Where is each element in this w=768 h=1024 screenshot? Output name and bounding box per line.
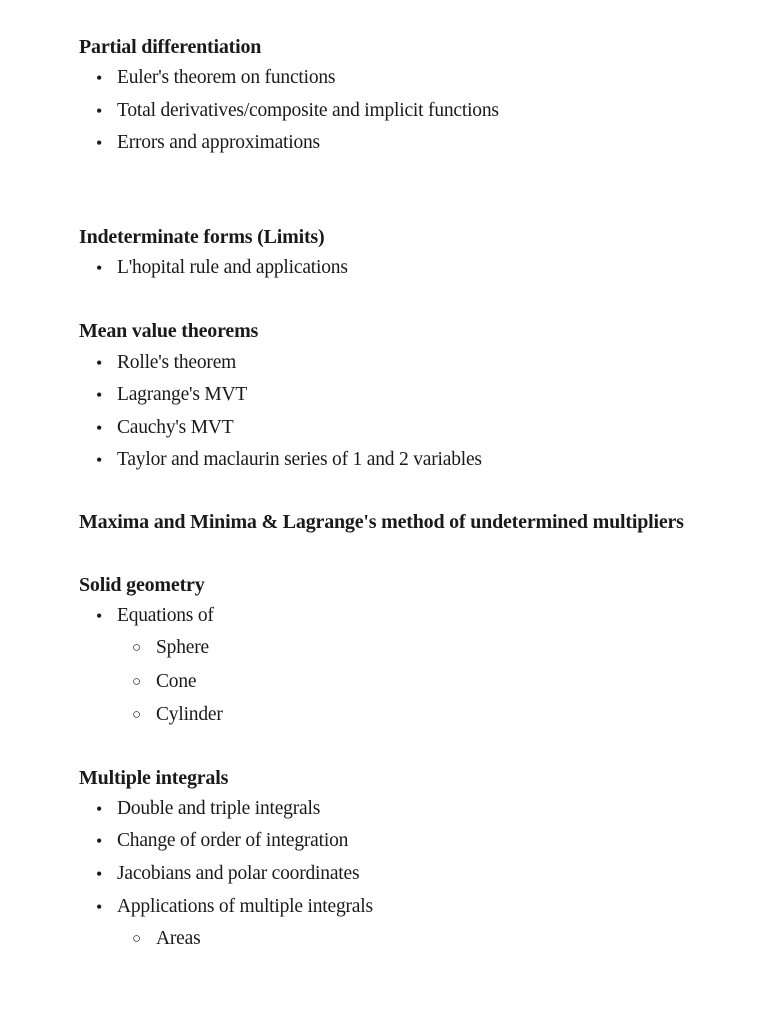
- list-item: Jacobians and polar coordinates: [117, 863, 360, 884]
- sub-list-item: Areas: [156, 928, 201, 949]
- section-heading-mean-value-theorems: Mean value theorems: [79, 320, 259, 342]
- bullet-icon: •: [96, 68, 103, 88]
- bullet-icon: •: [96, 831, 103, 851]
- section-heading-indeterminate-forms: Indeterminate forms (Limits): [79, 226, 325, 248]
- section-heading-maxima-minima: Maxima and Minima & Lagrange's method of undetermined multipliers: [79, 511, 684, 533]
- list-item: Applications of multiple integrals: [117, 896, 373, 917]
- sub-list-item: Cylinder: [156, 704, 223, 725]
- list-item: L'hopital rule and applications: [117, 257, 348, 278]
- bullet-icon: •: [96, 897, 103, 917]
- bullet-icon: •: [96, 606, 103, 626]
- list-item: Taylor and maclaurin series of 1 and 2 variables: [117, 449, 482, 470]
- sub-list-item: Cone: [156, 671, 197, 692]
- list-item: Rolle's theorem: [117, 352, 237, 373]
- list-item: Double and triple integrals: [117, 798, 321, 819]
- sub-bullet-icon: ○: [132, 674, 142, 690]
- section-heading-partial-differentiation: Partial differentiation: [79, 36, 262, 58]
- list-item: Cauchy's MVT: [117, 417, 234, 438]
- bullet-icon: •: [96, 258, 103, 278]
- list-item: Equations of: [117, 605, 214, 626]
- sub-bullet-icon: ○: [132, 707, 142, 723]
- list-item: Change of order of integration: [117, 830, 349, 851]
- bullet-icon: •: [96, 418, 103, 438]
- list-item: Errors and approximations: [117, 132, 320, 153]
- sub-bullet-icon: ○: [132, 931, 142, 947]
- list-item: Total derivatives/composite and implicit functions: [117, 100, 499, 121]
- bullet-icon: •: [96, 353, 103, 373]
- sub-list-item: Sphere: [156, 637, 209, 658]
- section-heading-solid-geometry: Solid geometry: [79, 574, 205, 596]
- bullet-icon: •: [96, 133, 103, 153]
- bullet-icon: •: [96, 450, 103, 470]
- bullet-icon: •: [96, 101, 103, 121]
- bullet-icon: •: [96, 385, 103, 405]
- bullet-icon: •: [96, 864, 103, 884]
- list-item: Euler's theorem on functions: [117, 67, 336, 88]
- sub-bullet-icon: ○: [132, 640, 142, 656]
- list-item: Lagrange's MVT: [117, 384, 248, 405]
- section-heading-multiple-integrals: Multiple integrals: [79, 767, 229, 789]
- bullet-icon: •: [96, 799, 103, 819]
